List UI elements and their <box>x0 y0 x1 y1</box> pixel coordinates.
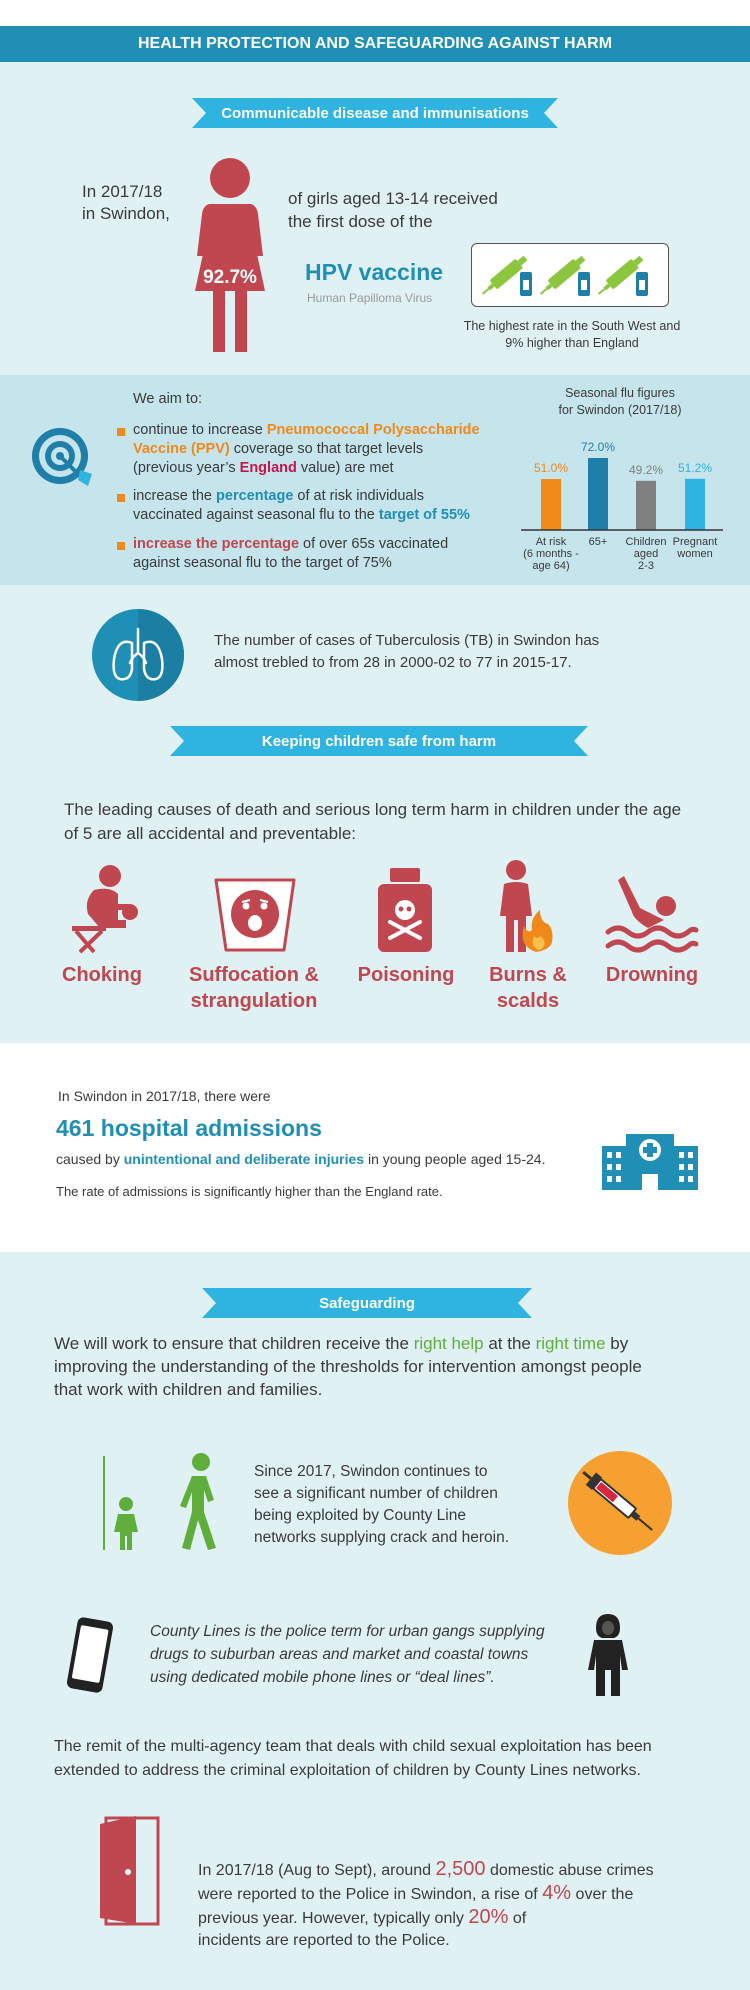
girl-figure-icon <box>185 156 275 356</box>
mobile-phone-icon <box>62 1615 118 1695</box>
choking-icon <box>66 864 142 954</box>
aim-item-3: increase the percentage of over 65s vaccinated against seasonal flu to the target of 75% <box>133 536 449 571</box>
flu-chart-title: Seasonal flu figures for Swindon (2017/18) <box>558 386 682 417</box>
flu-value-label-0: 51.0% <box>533 461 569 475</box>
bullet-3 <box>117 542 125 550</box>
admissions-caused: caused by unintentional and deliberate injuries in young people aged 15-24. <box>56 1151 546 1167</box>
admissions-headline: 461 hospital admissions <box>56 1115 322 1141</box>
drowning-icon <box>604 872 700 954</box>
aim-item-1: continue to increase Pneumococcal Polysaccharide Vaccine (PPV) coverage so that target levels (previous year’s England value) are met <box>133 422 480 476</box>
flu-bar-3 <box>685 479 705 530</box>
domestic-abuse-text: In 2017/18 (Aug to Sept), around 2,500 domestic abuse crimes were reported to the Police in Swindon, a rise of 4% over the previous year. However, typically only 20% of incidents are reported to the Police. <box>198 1858 654 1949</box>
hpv-girls-text: of girls aged 13-14 received the first dose of the <box>288 189 498 231</box>
county-lines-definition: County Lines is the police term for urban gangs supplying drugs to suburban areas and market and coastal towns using dedicated mobile phone lines or “deal lines”. <box>150 1623 545 1686</box>
bullet-2 <box>117 494 125 502</box>
flu-bar-2 <box>636 481 656 530</box>
syringe-drug-icon <box>568 1451 672 1555</box>
children-intro: The leading causes of death and serious long term harm in children under the age of 5 are all accidental and preventable: <box>64 800 682 843</box>
hpv-percent: 92.7% <box>203 267 257 288</box>
ribbon-communicable: Communicable disease and immunisations <box>192 98 558 128</box>
page-title: HEALTH PROTECTION AND SAFEGUARDING AGAINST HARM <box>137 35 613 52</box>
suffocation-icon <box>212 878 298 954</box>
hpv-intro: In 2017/18 in Swindon, <box>82 182 170 223</box>
flu-category-label-3: Pregnant <box>672 536 718 548</box>
children-walking-icon <box>100 1452 224 1552</box>
flu-value-label-1: 72.0% <box>580 440 616 454</box>
hpv-vaccine-name: HPV vaccine <box>305 259 444 285</box>
header-bar <box>0 26 750 62</box>
hooded-figure-icon <box>586 1612 630 1698</box>
harm-label-suffocation: Suffocation & strangulation <box>189 964 319 1012</box>
flu-bar-1 <box>588 458 608 530</box>
flu-value-label-2: 49.2% <box>628 462 664 477</box>
flu-bar-0 <box>541 479 561 530</box>
tb-text: The number of cases of Tuberculosis (TB) in Swindon has almost trebled to from 28 in 2000-02 to 77 in 2015-17. <box>214 632 600 671</box>
flu-category-label-0: At risk <box>535 536 567 548</box>
flu-category-label-1: 65+ <box>588 536 608 548</box>
admissions-intro: In Swindon in 2017/18, there were <box>58 1088 271 1104</box>
flu-category-label-0: (6 months - <box>523 548 579 560</box>
lungs-icon <box>90 607 186 703</box>
flu-category-label-3: women <box>677 548 713 560</box>
door-icon <box>96 1814 166 1926</box>
flu-category-label-2: Children <box>625 536 667 548</box>
hpv-vaccine-full: Human Papilloma Virus <box>307 291 433 305</box>
harm-label-poisoning: Poisoning <box>357 964 455 986</box>
admissions-rate: The rate of admissions is significantly higher than the England rate. <box>56 1184 443 1199</box>
hpv-highest-text: The highest rate in the South West and 9% higher than England <box>463 319 681 350</box>
county-lines-text: Since 2017, Swindon continues to see a significant number of children being exploited by County Line networks supplying crack and heroin. <box>254 1463 510 1546</box>
harm-label-choking: Choking <box>62 964 142 986</box>
flu-value-label-3: 51.2% <box>677 460 713 475</box>
harm-label-burns: Burns & scalds <box>489 964 567 1012</box>
burns-icon <box>496 858 556 954</box>
ribbon-children: Keeping children safe from harm <box>170 726 588 756</box>
syringes-box <box>471 243 669 307</box>
flu-category-label-2: 2-3 <box>638 560 654 572</box>
hospital-icon <box>602 1130 698 1192</box>
flu-category-label-0: age 64) <box>532 560 570 572</box>
bullet-1 <box>117 428 125 436</box>
flu-chart <box>515 425 727 583</box>
syringe-vial-icons <box>472 244 668 306</box>
safeguarding-intro: We will work to ensure that children receive the right help at the right time by improving the understanding of the thresholds for intervention amongst people that work with children and families. <box>54 1334 642 1399</box>
poison-bottle-icon <box>374 866 436 954</box>
aim-item-2: increase the percentage of at risk individuals vaccinated against seasonal flu to the target of 55% <box>133 488 470 523</box>
target-icon <box>28 422 98 492</box>
aims-heading: We aim to: <box>133 391 203 407</box>
flu-category-label-2: aged <box>633 548 659 560</box>
harm-label-drowning: Drowning <box>605 964 699 986</box>
ribbon-safeguarding: Safeguarding <box>202 1288 532 1318</box>
remit-text: The remit of the multi-agency team that deals with child sexual exploitation has been extended to address the criminal exploitation of children by County Lines networks. <box>54 1738 652 1779</box>
